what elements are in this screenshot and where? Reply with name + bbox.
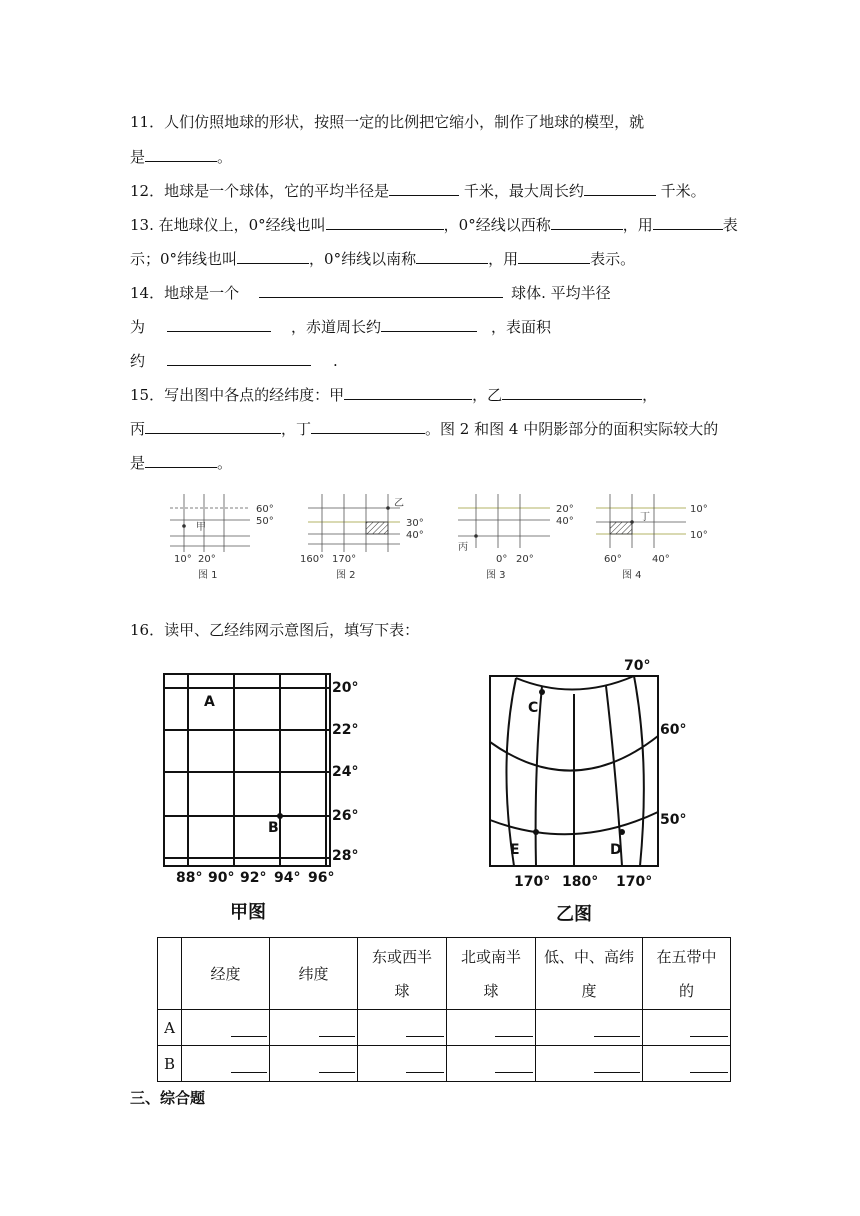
q15-blank-1[interactable] — [344, 384, 472, 400]
header-cell: 纬度 — [270, 938, 358, 1010]
svg-text:26°: 26° — [332, 808, 359, 824]
answer-cell[interactable] — [358, 1046, 447, 1082]
header-cell: 在五带中 的 — [643, 938, 731, 1010]
answer-cell[interactable] — [643, 1046, 731, 1082]
map-yi — [476, 652, 686, 928]
svg-text:A: A — [204, 694, 215, 710]
q16-line: 16．读甲、乙经纬网示意图后，填写下表： — [130, 621, 420, 639]
header-cell: 经度 — [182, 938, 270, 1010]
q13-blank-4[interactable] — [237, 248, 309, 264]
svg-text:E: E — [510, 842, 520, 858]
answer-table — [157, 937, 731, 1082]
q15-blank-4[interactable] — [311, 418, 425, 434]
q15-line2: 丙 ，丁 。图 2 和图 4 中阴影部分的面积实际较大的 — [130, 420, 719, 438]
svg-text:50°: 50° — [660, 812, 686, 828]
svg-text:40°: 40° — [406, 530, 424, 541]
q11-line2: 是 。 — [130, 148, 233, 166]
svg-text:D: D — [610, 842, 622, 858]
answer-cell[interactable] — [270, 1046, 358, 1082]
svg-text:10°: 10° — [690, 504, 708, 515]
svg-text:C: C — [528, 700, 539, 716]
svg-text:170°: 170° — [514, 874, 551, 890]
q11-line1: 11．人们仿照地球的形状，按照一定的比例把它缩小，制作了地球的模型，就 — [130, 113, 645, 131]
q15-blank-3[interactable] — [145, 418, 281, 434]
table-header-row — [158, 938, 731, 1010]
svg-text:20°: 20° — [516, 554, 534, 565]
answer-cell[interactable] — [182, 1010, 270, 1046]
q11-blank[interactable] — [145, 146, 217, 162]
svg-text:10°: 10° — [174, 554, 192, 565]
q12-blank-2[interactable] — [584, 180, 656, 196]
svg-text:96°: 96° — [308, 870, 335, 886]
header-cell: 东或西半 球 — [358, 938, 447, 1010]
svg-text:B: B — [268, 820, 279, 836]
q14-blank-4[interactable] — [167, 350, 311, 366]
q13-blank-5[interactable] — [416, 248, 488, 264]
svg-text:92°: 92° — [240, 870, 267, 886]
svg-text:甲: 甲 — [196, 522, 206, 533]
svg-text:28°: 28° — [332, 848, 359, 864]
q14-blank-1[interactable] — [259, 282, 503, 298]
q13-line1: 13. 在地球仪上，0°经线也叫 ，0°经线以西称 ，用 表 — [130, 216, 738, 234]
header-cell: 北或南半 球 — [447, 938, 536, 1010]
svg-text:丙: 丙 — [458, 542, 468, 553]
row-label: B — [158, 1046, 182, 1082]
q15-line3: 是 。 — [130, 454, 233, 472]
answer-cell[interactable] — [643, 1010, 731, 1046]
q14-line3: 约 . — [130, 352, 338, 370]
answer-cell[interactable] — [358, 1010, 447, 1046]
q14-blank-2[interactable] — [167, 316, 271, 332]
row-label: A — [158, 1010, 182, 1046]
svg-text:180°: 180° — [562, 874, 599, 890]
q13-blank-6[interactable] — [518, 248, 590, 264]
q13-blank-3[interactable] — [653, 214, 723, 230]
svg-text:0°: 0° — [496, 554, 508, 565]
svg-text:170°: 170° — [616, 874, 653, 890]
q15-line1: 15．写出图中各点的经纬度：甲 ，乙 ， — [130, 386, 658, 404]
svg-text:94°: 94° — [274, 870, 301, 886]
svg-text:丁: 丁 — [640, 512, 650, 523]
svg-text:图 1: 图 1 — [198, 570, 218, 581]
svg-text:图 2: 图 2 — [336, 570, 356, 581]
svg-text:40°: 40° — [556, 516, 574, 527]
header-cell: 低、中、高纬 度 — [536, 938, 643, 1010]
svg-text:60°: 60° — [604, 554, 622, 565]
svg-text:图 4: 图 4 — [622, 570, 642, 581]
svg-text:20°: 20° — [556, 504, 574, 515]
svg-text:90°: 90° — [208, 870, 235, 886]
q14-line1: 14．地球是一个 球体. 平均半径 — [130, 284, 611, 302]
table-row — [158, 1010, 731, 1046]
svg-text:88°: 88° — [176, 870, 203, 886]
answer-cell[interactable] — [447, 1010, 536, 1046]
q12-line: 12．地球是一个球体，它的平均半径是 千米，最大周长约 千米。 — [130, 182, 706, 200]
q12-blank-1[interactable] — [389, 180, 459, 196]
svg-text:30°: 30° — [406, 518, 424, 529]
svg-text:170°: 170° — [332, 554, 357, 565]
svg-text:甲图: 甲图 — [230, 902, 266, 923]
section-title: 三、综合题 — [130, 1089, 206, 1107]
q14-blank-3[interactable] — [381, 316, 477, 332]
svg-text:乙: 乙 — [394, 498, 404, 509]
svg-text:160°: 160° — [300, 554, 325, 565]
svg-text:20°: 20° — [332, 680, 359, 696]
svg-text:60°: 60° — [660, 722, 686, 738]
svg-text:60°: 60° — [256, 504, 274, 515]
svg-text:22°: 22° — [332, 722, 359, 738]
q15-blank-5[interactable] — [145, 452, 217, 468]
small-figures — [160, 486, 740, 586]
svg-text:50°: 50° — [256, 516, 274, 527]
q13-line2: 示；0°纬线也叫 ，0°纬线以南称 ，用 表示。 — [130, 250, 636, 268]
answer-cell[interactable] — [182, 1046, 270, 1082]
q14-line2: 为 ，赤道周长约 ，表面积 — [130, 318, 552, 336]
svg-text:10°: 10° — [690, 530, 708, 541]
q15-blank-2[interactable] — [502, 384, 642, 400]
answer-cell[interactable] — [536, 1010, 643, 1046]
answer-cell[interactable] — [447, 1046, 536, 1082]
svg-text:24°: 24° — [332, 764, 359, 780]
svg-text:70°: 70° — [624, 658, 651, 674]
answer-cell[interactable] — [536, 1046, 643, 1082]
svg-text:20°: 20° — [198, 554, 216, 565]
table-row — [158, 1046, 731, 1082]
svg-text:图 3: 图 3 — [486, 570, 506, 581]
q13-blank-2[interactable] — [551, 214, 623, 230]
svg-text:乙图: 乙图 — [556, 904, 592, 925]
answer-cell[interactable] — [270, 1010, 358, 1046]
svg-text:40°: 40° — [652, 554, 670, 565]
map-jia — [150, 664, 380, 926]
q13-blank-1[interactable] — [326, 214, 444, 230]
header-corner — [158, 938, 182, 1010]
